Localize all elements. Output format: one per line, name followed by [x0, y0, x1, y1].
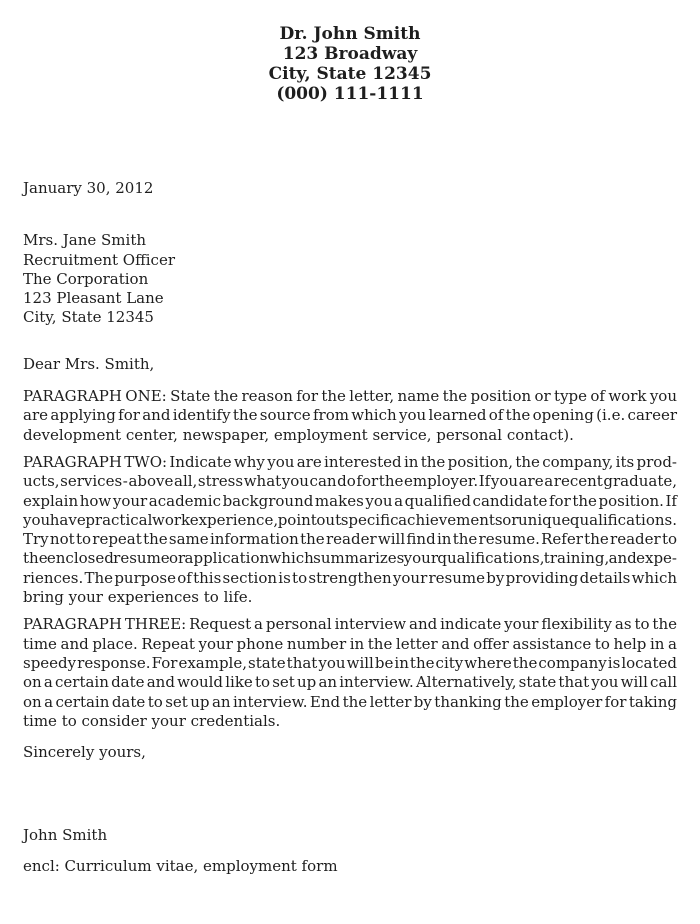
text-line: PARAGRAPH THREE: Request a personal interview and indicate your flexibility as to the — [23, 615, 677, 634]
text-line: riences. The purpose of this section is to strengthen your resume by providing details which — [23, 568, 678, 587]
text-line: the enclosed resume or application which summarizes your qualifications, training, and expe- — [23, 549, 677, 568]
recipient-city-state: City, State 12345 — [23, 308, 154, 327]
recipient-block — [23, 231, 677, 327]
sender-name: Dr. John Smith — [279, 24, 421, 44]
paragraph-one — [23, 387, 677, 445]
paragraph-three — [23, 615, 677, 731]
enclosure-note: encl: Curriculum vitae, employment form — [23, 856, 338, 875]
signature-name: John Smith — [23, 826, 108, 845]
sender-street: 123 Broadway — [282, 44, 418, 64]
text-line: on a certain date and would like to set up an interview. Alternatively, state that you will call — [23, 673, 677, 692]
text-line: Try not to repeat the same information the reader will find in the resume. Refer the reader to — [23, 530, 678, 549]
text-line: are applying for and identify the source from which you learned of the opening (i.e. career — [23, 406, 677, 425]
sender-block — [23, 24, 677, 104]
recipient-name: Mrs. Jane Smith — [23, 231, 147, 250]
text-line: speedy response. For example, state that you will be in the city where the company is located — [23, 653, 677, 672]
text-line: time and place. Repeat your phone number in the letter and offer assistance to help in a — [23, 634, 677, 653]
recipient-title: Recruitment Officer — [23, 250, 175, 269]
closing-line: Sincerely yours, — [23, 743, 146, 762]
letter-page — [0, 24, 700, 924]
text-line: on a certain date to set up an interview. End the letter by thanking the employer for taking — [23, 692, 677, 711]
sender-phone: (000) 111-1111 — [276, 84, 424, 104]
paragraph-two — [23, 453, 677, 607]
text-line: development center, newspaper, employment service, personal contact). — [23, 425, 574, 444]
text-line: explain how your academic background makes you a qualified candidate for the position. If — [23, 491, 677, 510]
recipient-company: The Corporation — [23, 269, 149, 288]
text-line: you have practical work experience, point out specific achievements or unique qualifications. — [23, 510, 678, 529]
letter-date: January 30, 2012 — [23, 179, 154, 197]
recipient-street: 123 Pleasant Lane — [23, 289, 164, 308]
text-line: ucts, services - above all, stress what you can do for the employer. If you are a recent graduate, — [23, 472, 677, 491]
sender-city-state: City, State 12345 — [268, 64, 432, 84]
salutation: Dear Mrs. Smith, — [23, 354, 155, 373]
text-line: bring your experiences to life. — [23, 588, 253, 607]
text-line: PARAGRAPH TWO: Indicate why you are interested in the position, the company, its prod- — [23, 452, 677, 471]
text-line: time to consider your credentials. — [23, 711, 281, 730]
text-line: PARAGRAPH ONE: State the reason for the letter, name the position or type of work you — [23, 387, 677, 406]
